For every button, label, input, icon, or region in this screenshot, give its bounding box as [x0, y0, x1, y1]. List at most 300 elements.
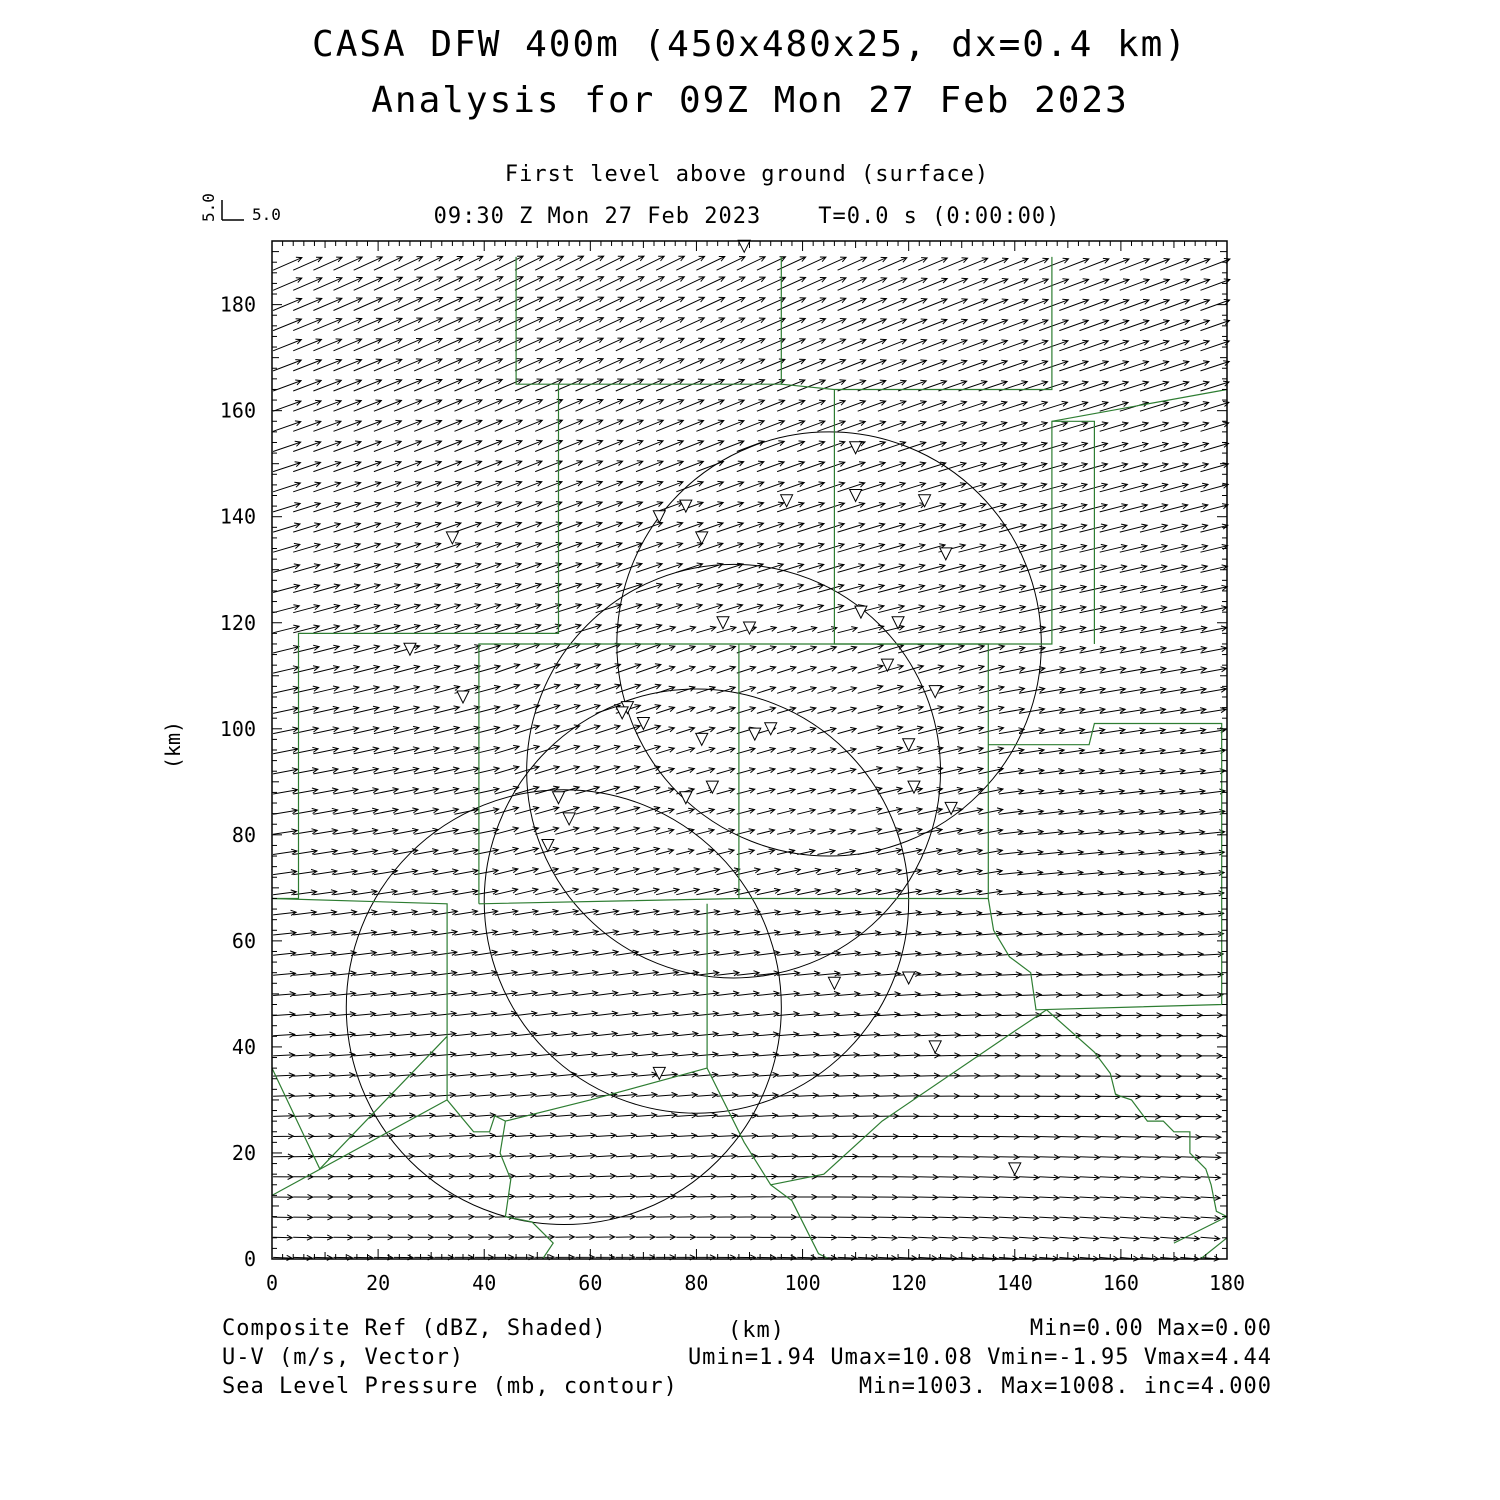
wind-vector: [334, 991, 356, 996]
wind-vector: [273, 666, 299, 673]
wind-vector: [1140, 931, 1163, 936]
wind-vector: [1201, 992, 1223, 997]
wind-vector: [455, 1011, 477, 1016]
wind-vector: [636, 991, 658, 996]
wind-vector: [757, 1032, 779, 1037]
wind-vector: [434, 1235, 453, 1240]
wind-vector: [757, 707, 776, 714]
wind-vector: [1080, 1155, 1100, 1160]
wind-vector: [959, 1012, 981, 1017]
wind-vector: [535, 1133, 555, 1138]
wind-vector: [495, 827, 519, 834]
wind-vector: [1019, 1134, 1040, 1139]
vector-key: [199, 193, 281, 224]
wind-vector: [717, 1194, 737, 1199]
wind-vector: [616, 970, 638, 975]
wind-vector: [959, 869, 983, 875]
wind-vector: [334, 1093, 355, 1098]
wind-vector: [838, 910, 861, 915]
wind-vector: [676, 747, 694, 753]
wind-vector: [717, 1133, 738, 1138]
wind-vector: [273, 1154, 293, 1159]
wind-vector: [535, 1214, 554, 1219]
wind-vector: [495, 1072, 516, 1077]
wind-vector: [918, 911, 941, 916]
wind-vector: [858, 1255, 877, 1260]
wind-vector: [858, 971, 881, 976]
wind-vector: [696, 1153, 716, 1158]
wind-vector: [999, 1236, 1018, 1241]
wind-vector: [394, 869, 418, 875]
wind-vector: [1100, 1013, 1122, 1018]
wind-vector: [434, 1153, 454, 1158]
wind-vector: [1080, 1216, 1099, 1221]
wind-vector: [515, 1031, 537, 1036]
wind-vector: [1180, 1013, 1202, 1018]
wind-vector: [979, 828, 1003, 834]
wind-vector: [293, 991, 315, 996]
wind-vector: [1080, 1236, 1099, 1241]
wind-vector: [596, 1072, 617, 1077]
wind-vector: [636, 1133, 656, 1138]
wind-vector: [495, 725, 519, 734]
wind-vector: [878, 1154, 898, 1159]
wind-vector: [777, 1012, 799, 1017]
wind-vector: [797, 768, 815, 774]
wind-vector: [354, 1174, 374, 1179]
wind-vector: [616, 1174, 636, 1179]
wind-vector: [394, 1174, 414, 1179]
wind-vector: [354, 1032, 376, 1037]
station-marker: [696, 532, 708, 544]
wind-vector: [999, 1155, 1019, 1160]
wind-vector: [555, 1234, 574, 1239]
wind-vector: [374, 1194, 394, 1199]
wind-vector: [1059, 992, 1081, 997]
wind-vector: [878, 1134, 899, 1139]
wind-vector: [858, 1053, 880, 1058]
wind-vector: [757, 1093, 778, 1098]
wind-vector: [515, 1072, 536, 1077]
wind-vector: [313, 1012, 335, 1017]
wind-vector: [455, 1133, 475, 1138]
wind-vector: [616, 909, 639, 915]
wind-vector: [1059, 1155, 1079, 1160]
wind-vector: [757, 1154, 777, 1159]
county-boundary: [781, 384, 1094, 644]
wind-vector: [1059, 1074, 1080, 1079]
wind-vector: [838, 971, 860, 976]
wind-vector: [1120, 992, 1142, 997]
wind-vector: [676, 646, 695, 653]
wind-vector: [656, 950, 679, 955]
wind-vector: [374, 1032, 396, 1037]
wind-vector: [1140, 1013, 1162, 1018]
wind-vector: [979, 1073, 1000, 1078]
wind-vector: [313, 1194, 333, 1199]
wind-vector: [898, 1256, 917, 1261]
wind-vector: [293, 1113, 314, 1118]
wind-vector: [455, 991, 477, 996]
wind-vector: [313, 808, 337, 814]
wind-vector: [475, 1214, 494, 1219]
wind-vector: [636, 1113, 657, 1118]
wind-vector: [959, 951, 982, 956]
title-line-2: Analysis for 09Z Mon 27 Feb 2023: [371, 80, 1129, 121]
wind-vector: [293, 1154, 313, 1159]
wind-vector: [1019, 1215, 1038, 1220]
wind-vector: [676, 1052, 697, 1057]
vector-key-u-label: 5.0: [252, 205, 281, 224]
wind-vector: [495, 684, 520, 693]
wind-vector: [858, 706, 883, 714]
wind-vector: [1180, 1195, 1200, 1200]
wind-vector: [576, 991, 598, 996]
wind-vector: [273, 829, 297, 835]
wind-vector: [676, 991, 698, 996]
wind-vector: [1100, 1175, 1120, 1180]
wind-vector: [1180, 1134, 1201, 1139]
wind-vector: [616, 1072, 637, 1077]
county-boundaries: [272, 257, 1227, 1259]
wind-vector: [938, 972, 960, 977]
wind-vector: [676, 1194, 696, 1199]
wind-vector: [797, 1235, 816, 1240]
wind-vector: [838, 1093, 859, 1098]
wind-vector: [918, 931, 941, 936]
wind-vector: [1019, 1195, 1039, 1200]
wind-vector: [313, 1093, 334, 1098]
wind-vector: [777, 809, 795, 815]
wind-vector: [1201, 1074, 1222, 1079]
wind-vector: [434, 910, 457, 915]
wind-vector: [938, 1134, 958, 1139]
wind-vector: [354, 991, 376, 996]
wind-vector: [717, 1052, 738, 1057]
wind-vector: [1100, 1114, 1121, 1119]
wind-vector: [1160, 1134, 1180, 1139]
wind-vector: [979, 889, 1002, 894]
wind-vector: [938, 1195, 958, 1200]
wind-vector: [817, 1235, 836, 1240]
wind-vector: [354, 828, 378, 834]
wind-vector: [797, 1093, 818, 1098]
wind-vector: [455, 950, 478, 955]
wind-vector: [817, 971, 839, 976]
wind-vector: [777, 1215, 796, 1220]
wind-vector: [434, 1174, 454, 1179]
wind-vector: [414, 889, 437, 894]
station-marker: [850, 490, 862, 502]
wind-vector: [1080, 870, 1104, 875]
wind-vector: [918, 1235, 937, 1240]
wind-vector: [1120, 911, 1143, 916]
wind-vector: [1180, 952, 1203, 957]
wind-vector: [515, 1092, 536, 1097]
wind-vector: [1201, 1053, 1223, 1058]
wind-vector: [273, 686, 298, 693]
wind-vector: [938, 1012, 960, 1017]
x-tick-label: 120: [890, 1271, 927, 1295]
wind-vector: [555, 1113, 576, 1118]
wind-vector: [636, 1174, 656, 1179]
wind-vector: [576, 1011, 598, 1016]
wind-vector: [1120, 972, 1143, 977]
y-tick-label: 80: [231, 822, 256, 847]
wind-vector: [1120, 1074, 1141, 1079]
wind-vector: [817, 1194, 837, 1199]
wind-vector: [1059, 972, 1082, 977]
wind-vector: [1100, 1033, 1122, 1038]
wind-vector: [878, 1053, 900, 1058]
wind-vector: [334, 1032, 356, 1037]
wind-vector: [797, 971, 819, 976]
wind-vector: [918, 951, 941, 956]
wind-vector: [1080, 952, 1103, 957]
wind-vector: [1019, 870, 1043, 875]
wind-vector: [596, 1052, 617, 1057]
wind-vector: [313, 1113, 334, 1118]
wind-vector: [576, 1234, 595, 1239]
wind-vector: [838, 1134, 858, 1139]
wind-vector: [1160, 1195, 1180, 1200]
wind-vector: [636, 1194, 656, 1199]
wind-vector: [676, 910, 699, 915]
wind-vector: [475, 1113, 496, 1118]
wind-vector: [938, 1235, 957, 1240]
wind-vector: [374, 930, 397, 935]
wind-vector: [858, 1073, 879, 1078]
wind-vector: [838, 1012, 860, 1017]
y-tick-label: 120: [219, 610, 256, 635]
wind-vector: [1140, 992, 1162, 997]
wind-vector: [1059, 1236, 1078, 1241]
wind-vector: [898, 1134, 918, 1139]
wind-vector: [959, 1094, 980, 1099]
wind-vector: [979, 931, 1002, 936]
wind-vector: [334, 1174, 354, 1179]
wind-vector: [959, 992, 981, 997]
wind-vector: [1180, 931, 1203, 936]
x-axis-label: (km): [728, 1318, 785, 1343]
wind-vector: [1160, 952, 1183, 957]
wind-vector: [596, 991, 618, 996]
wind-vector: [434, 1133, 454, 1138]
wind-vector: [656, 1032, 678, 1037]
wind-vector: [838, 849, 856, 854]
wind-vector: [636, 1092, 657, 1097]
wind-vector: [737, 1235, 756, 1240]
wind-vector: [676, 768, 694, 774]
wind-vector: [1100, 972, 1123, 977]
wind-vector: [313, 1215, 332, 1220]
wind-vector: [757, 1113, 778, 1118]
wind-vector: [313, 991, 335, 996]
wind-vector: [535, 991, 557, 996]
wind-vector: [757, 1235, 776, 1240]
county-boundary: [272, 257, 559, 899]
wind-vector: [898, 1235, 917, 1240]
wind-vector: [475, 971, 497, 976]
wind-vector: [596, 950, 619, 955]
wind-vector: [354, 1154, 374, 1159]
wind-vector: [878, 1012, 900, 1017]
wind-vector: [576, 950, 599, 955]
wind-vector: [858, 931, 881, 936]
wind-vector: [797, 1052, 819, 1057]
wind-vector: [535, 950, 558, 955]
wind-vector: [495, 1133, 516, 1138]
wind-vector: [354, 808, 378, 814]
wind-vector: [979, 1154, 999, 1159]
wind-vector: [455, 869, 478, 875]
wind-vector: [999, 1033, 1021, 1038]
wind-vector: [1120, 1053, 1142, 1058]
wind-vector: [354, 1215, 374, 1220]
valid-time: 09:30 Z Mon 27 Feb 2023 T=0.0 s (0:00:00): [433, 204, 1061, 229]
wind-vector: [1080, 1094, 1101, 1099]
wind-vector: [293, 869, 317, 874]
wind-vector: [515, 950, 538, 955]
wind-vector: [918, 1175, 938, 1180]
wind-vector: [414, 1214, 433, 1219]
wind-vector: [616, 1113, 637, 1118]
wind-vector: [817, 809, 835, 815]
wind-vector: [313, 910, 336, 915]
y-tick-label: 60: [231, 928, 256, 953]
wind-vector: [455, 1153, 475, 1158]
wind-vector: [1201, 1013, 1223, 1018]
wind-vector: [979, 1114, 1000, 1119]
wind-vector: [495, 1194, 515, 1199]
wind-vector: [1120, 952, 1143, 957]
wind-vector: [1201, 952, 1224, 957]
wind-vector: [394, 930, 417, 935]
wind-vector: [434, 849, 458, 855]
wind-vector: [999, 931, 1022, 936]
wind-vector: [717, 666, 736, 673]
wind-vector: [1160, 1074, 1181, 1079]
wind-vector: [414, 1194, 434, 1199]
wind-vector: [455, 971, 477, 976]
wind-vector: [696, 646, 715, 653]
wind-vector: [1180, 1074, 1201, 1079]
wind-vector: [696, 930, 719, 935]
range-ring: [346, 790, 781, 1225]
wind-vector: [555, 1072, 576, 1077]
wind-vector: [999, 1175, 1019, 1180]
wind-vector: [555, 1194, 575, 1199]
wind-vector: [878, 1032, 900, 1037]
wind-vector: [535, 930, 558, 935]
wind-vector: [374, 808, 398, 814]
wind-vector: [797, 1194, 817, 1199]
wind-vector: [535, 970, 557, 975]
wind-vector: [616, 1234, 635, 1239]
wind-vector: [898, 1114, 919, 1119]
wind-vector: [817, 1012, 839, 1017]
wind-vector: [858, 951, 881, 956]
wind-vector: [918, 1256, 937, 1261]
wind-vector: [696, 768, 714, 774]
wind-vector: [293, 1073, 314, 1078]
station-marker: [653, 511, 665, 523]
wind-vector: [838, 1235, 857, 1240]
wind-vector: [979, 869, 1003, 875]
wind-vector: [676, 707, 694, 714]
wind-vector: [495, 1092, 516, 1097]
wind-vector: [394, 808, 418, 814]
wind-vector: [1120, 1033, 1142, 1038]
footer-field1-stats: Min=0.00 Max=0.00: [1029, 1316, 1272, 1341]
wind-vector: [273, 910, 296, 915]
wind-vector: [1201, 972, 1224, 977]
wind-vector: [1180, 911, 1203, 916]
station-marker: [706, 781, 718, 793]
wind-vector: [918, 1053, 940, 1058]
wind-vector: [1120, 1236, 1139, 1241]
x-tick-label: 100: [784, 1271, 821, 1295]
wind-vector: [334, 930, 357, 935]
wind-vector: [959, 828, 983, 834]
wind-vector: [495, 1031, 517, 1036]
wind-vector: [696, 727, 714, 734]
wind-vector: [455, 828, 479, 834]
wind-vector: [515, 1011, 537, 1016]
wind-vector: [696, 666, 715, 673]
wind-vector: [495, 909, 518, 915]
wind-vector: [616, 1133, 636, 1138]
station-marker: [903, 739, 915, 751]
wind-vector: [1080, 972, 1103, 977]
wind-vector: [858, 1215, 878, 1220]
wind-vector: [797, 748, 815, 754]
wind-vector: [1039, 1175, 1059, 1180]
wind-vector: [999, 911, 1022, 916]
wind-vector: [1140, 972, 1163, 977]
wind-vector: [434, 828, 458, 834]
wind-vector: [1100, 992, 1122, 997]
wind-vector: [515, 1133, 535, 1138]
wind-vector: [656, 1052, 677, 1057]
wind-vector: [1120, 1114, 1141, 1119]
wind-vector: [898, 1053, 919, 1058]
wind-vector: [676, 950, 699, 955]
wind-vector: [535, 909, 558, 915]
wind-vector: [334, 788, 358, 794]
wind-vector: [394, 1214, 414, 1219]
wind-vector: [1039, 1134, 1059, 1139]
wind-vector: [979, 972, 1002, 977]
wind-vector: [717, 950, 740, 955]
wind-vector: [475, 1153, 495, 1158]
wind-vector: [555, 1031, 577, 1036]
wind-vector: [797, 829, 815, 835]
wind-vector: [938, 849, 962, 855]
station-marker: [929, 686, 941, 698]
wind-vector: [1039, 1073, 1060, 1078]
wind-vector: [313, 869, 337, 874]
wind-vector: [938, 889, 961, 895]
station-marker: [563, 813, 575, 825]
wind-vector: [717, 1174, 737, 1179]
wind-vector: [374, 1235, 393, 1240]
wind-vector: [777, 1154, 797, 1159]
wind-vector: [1160, 992, 1182, 997]
wind-vector: [1140, 1134, 1160, 1139]
wind-vector: [414, 869, 437, 875]
wind-vector-field: [273, 256, 1230, 1261]
